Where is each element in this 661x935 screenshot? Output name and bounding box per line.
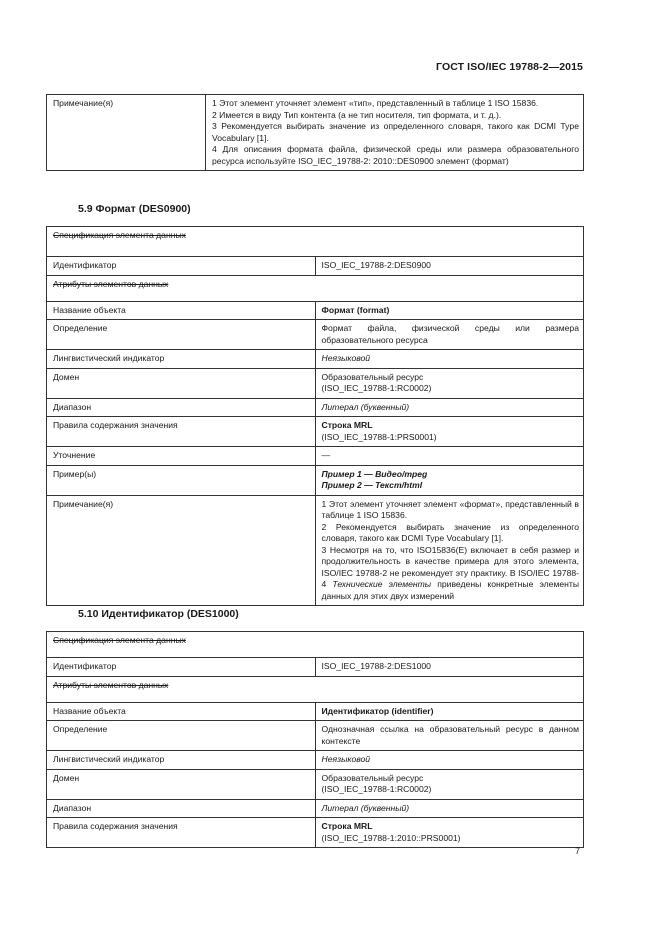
row-label: Диапазон xyxy=(47,799,316,818)
note-emphasis: Технические элементы xyxy=(332,579,432,589)
row-value: Формат файла, физической среды или размера образовательного ресурса xyxy=(315,320,584,350)
row-label: Лингвистический индикатор xyxy=(47,751,316,770)
attr-title-cell xyxy=(47,275,584,301)
table-row xyxy=(47,495,584,606)
row-value xyxy=(206,95,584,171)
identifier-element-table xyxy=(46,631,584,848)
row-label: Примечание(я) xyxy=(47,495,316,606)
table-row xyxy=(47,447,584,466)
table-row xyxy=(47,95,584,171)
table-row xyxy=(47,658,584,677)
row-value: Формат (format) xyxy=(315,301,584,320)
table-row xyxy=(47,320,584,350)
notes-table-continued xyxy=(46,94,584,171)
row-label: Название объекта xyxy=(47,702,316,721)
row-value xyxy=(315,417,584,447)
row-value: ISO_IEC_19788-2:DES0900 xyxy=(315,257,584,276)
table-row xyxy=(47,721,584,751)
row-value xyxy=(315,818,584,848)
rules-ref: (ISO_IEC_19788-1:2010::PRS0001) xyxy=(321,832,461,843)
example-line: Пример 1 — Видео/mpeg xyxy=(321,468,428,479)
section-heading-format: 5.9 Формат (DES0900) xyxy=(78,203,191,215)
spec-title-cell xyxy=(47,227,584,257)
row-label: Идентификатор xyxy=(47,257,316,276)
row-label: Пример(ы) xyxy=(47,465,316,495)
spec-title: Спецификация элемента данных xyxy=(53,230,186,240)
row-value: Неязыковой xyxy=(315,350,584,369)
domain-line: Образовательный ресурс xyxy=(321,371,424,382)
row-label: Идентификатор xyxy=(47,658,316,677)
table-row xyxy=(47,227,584,257)
domain-line: (ISO_IEC_19788-1:RC0002) xyxy=(321,784,432,794)
row-value: Неязыковой xyxy=(315,751,584,770)
row-value: — xyxy=(315,447,584,466)
document-header: ГОСТ ISO/IEC 19788-2—2015 xyxy=(436,61,583,73)
rules-type: Строка MRL xyxy=(321,821,373,831)
attr-title: Атрибуты элементов данных xyxy=(53,679,169,690)
table-row xyxy=(47,702,584,721)
attr-title: Атрибуты элементов данных xyxy=(53,278,169,289)
note-line: 1 Этот элемент уточняет элемент «тип», представленный в таблице 1 ISO 15836. xyxy=(212,98,539,108)
attr-title-cell xyxy=(47,676,584,702)
row-label: Уточнение xyxy=(47,447,316,466)
table-row xyxy=(47,275,584,301)
table-row xyxy=(47,301,584,320)
format-element-table xyxy=(46,226,584,606)
table-row xyxy=(47,751,584,770)
row-value: Литерал (буквенный) xyxy=(315,398,584,417)
note-line: 1 Этот элемент уточняет элемент «формат», представленный в таблице 1 ISO 15836. xyxy=(321,498,579,520)
note-line: 4 Для описания формата файла, физической среды или размера образовательного ресурса используйте ISO_IEC_19788-2: 2010::DES0900 элемент (формат) xyxy=(212,144,579,166)
note-line: 2 Имеется в виду Тип контента (а не тип носителя, тип формата, и т. д.). xyxy=(212,109,502,120)
row-label: Диапазон xyxy=(47,398,316,417)
table-row xyxy=(47,368,584,398)
row-label: Лингвистический индикатор xyxy=(47,350,316,369)
row-label: Определение xyxy=(47,721,316,751)
domain-line: Образовательный ресурс xyxy=(321,772,424,783)
note-text: 3 Несмотря на то, что ISO15836(E) включает в себя размер и продолжительность в качестве примера для этого элемента, ISO/IEC 19788-2 не рекомендует эту практику. В ISO/IEC 19788-4 xyxy=(321,544,579,589)
spec-title: Спецификация элемента данных xyxy=(53,635,186,645)
table-row xyxy=(47,398,584,417)
row-label: Правила содержания значения xyxy=(47,417,316,447)
note-line: 3 Рекомендуется выбирать значение из определенного словаря, такого как DCMI Type Vocabulary [1]. xyxy=(212,121,579,143)
table-row xyxy=(47,676,584,702)
note-line: 2 Рекомендуется выбирать значение из определенного словаря, такого как DCMI Type Vocabulary [1]. xyxy=(321,521,579,543)
row-value xyxy=(315,495,584,606)
row-label: Домен xyxy=(47,368,316,398)
table-row xyxy=(47,818,584,848)
table-row xyxy=(47,465,584,495)
table-row xyxy=(47,350,584,369)
rules-type: Строка MRL xyxy=(321,420,373,430)
row-label: Название объекта xyxy=(47,301,316,320)
row-value: Литерал (буквенный) xyxy=(315,799,584,818)
row-value: Идентификатор (identifier) xyxy=(315,702,584,721)
row-label: Правила содержания значения xyxy=(47,818,316,848)
table-row xyxy=(47,417,584,447)
row-value xyxy=(315,769,584,799)
page-number: 7 xyxy=(574,846,580,856)
example-line: Пример 2 — Текст/html xyxy=(321,480,423,490)
note-text: приведены конкретные элементы данных для этих двух измерений xyxy=(321,579,580,601)
table-row xyxy=(47,632,584,658)
row-label: Определение xyxy=(47,320,316,350)
row-label: Домен xyxy=(47,769,316,799)
row-value xyxy=(315,368,584,398)
section-heading-identifier: 5.10 Идентификатор (DES1000) xyxy=(78,608,239,620)
row-label: Примечание(я) xyxy=(47,95,206,171)
rules-ref: (ISO_IEC_19788-1:PRS0001) xyxy=(321,431,437,442)
spec-title-cell xyxy=(47,632,584,658)
table-row xyxy=(47,257,584,276)
row-value: ISO_IEC_19788-2:DES1000 xyxy=(315,658,584,677)
table-row xyxy=(47,769,584,799)
row-value: Однозначная ссылка на образовательный ресурс в данном контексте xyxy=(315,721,584,751)
row-value xyxy=(315,465,584,495)
table-row xyxy=(47,799,584,818)
note-line xyxy=(322,545,580,603)
domain-line: (ISO_IEC_19788-1:RC0002) xyxy=(321,383,432,393)
